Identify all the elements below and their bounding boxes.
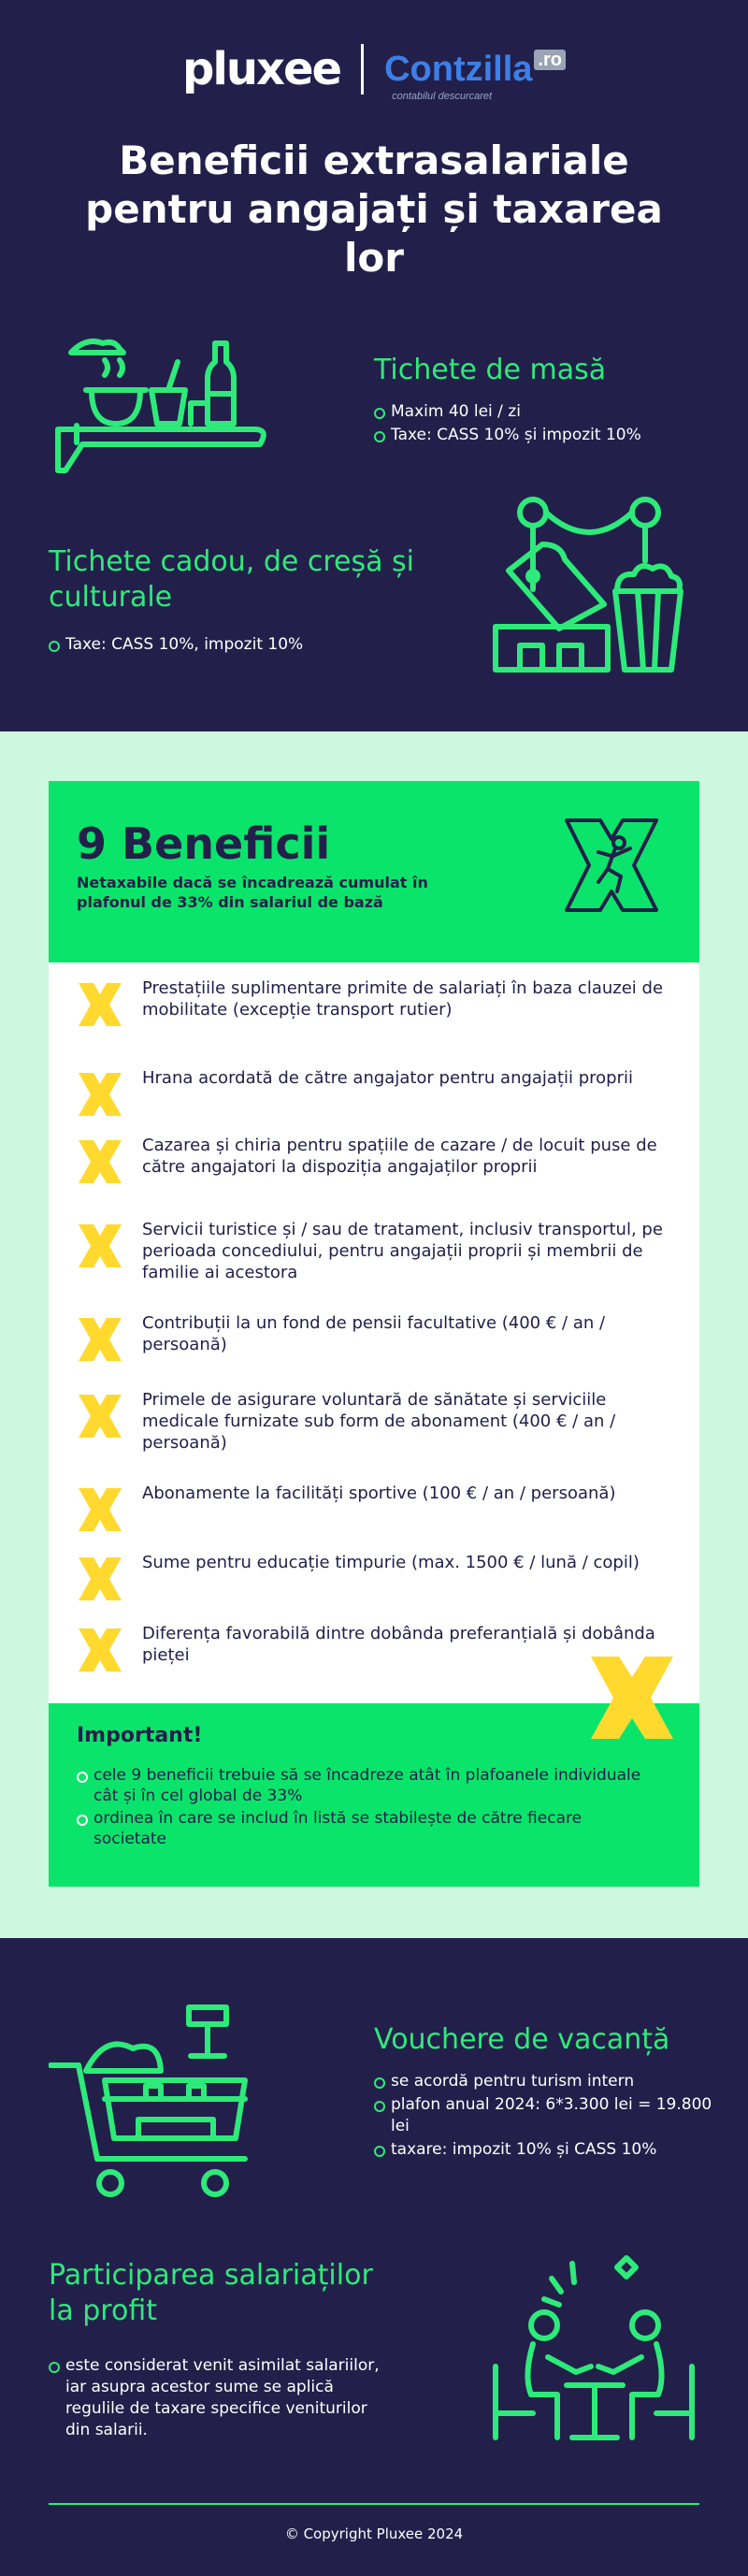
benefit-text: Diferența favorabilă dintre dobânda preferanțială și dobânda pieței (142, 1624, 655, 1665)
participare-block (49, 2258, 395, 2443)
profit-sharing-icon (486, 2254, 701, 2441)
tichete-cadou-list (49, 634, 423, 656)
benefit-text: Contribuții la un fond de pensii facultative (400 € / an / persoană) (142, 1313, 606, 1354)
participare-list (49, 2355, 395, 2441)
meal-tray-icon (49, 332, 282, 482)
yellow-x-icon (79, 1395, 122, 1438)
tichete-masa-block (374, 353, 711, 448)
vouchere-title: Vouchere de vacanță (374, 2023, 670, 2056)
list-item: taxare: impozit 10% și CASS 10% (374, 2139, 720, 2161)
tichete-cadou-title: Tichete cadou, de creșă și culturale (49, 545, 414, 614)
yellow-x-icon (591, 1657, 673, 1739)
benefits-header (49, 781, 699, 962)
yellow-x-icon (79, 1224, 122, 1267)
benefit-text: Prestațiile suplimentare primite de salariați în baza clauzei de mobilitate (excepție transport rutier) (142, 978, 664, 1020)
copyright-text: © Copyright Pluxee 2024 (284, 2525, 464, 2542)
list-item: cele 9 beneficii trebuie să se încadreze atât în plafoanele individuale cât și în cel global de 33% (77, 1765, 647, 1806)
list-item: este considerat venit asimilat salariilor, iar asupra acestor sume se aplică regulile de taxare specifice veniturilor din salarii. (49, 2355, 395, 2441)
contzilla-tagline: contabilul descurcaret (392, 90, 493, 102)
list-item: Maxim 40 lei / zi (374, 401, 711, 423)
list-item: se acordă pentru turism intern (374, 2071, 720, 2092)
yellow-x-icon (79, 1140, 122, 1183)
logo-bar (0, 41, 748, 102)
list-item: Taxe: CASS 10% și impozit 10% (374, 425, 711, 446)
list-item: ordinea în care se includ în listă se stabilește de către fiecare societate (77, 1808, 647, 1849)
vacation-cart-icon (49, 1992, 273, 2207)
benefit-text: Cazarea și chiria pentru spațiile de cazare / de locuit puse de către angajatori la dispoziția angajaților proprii (142, 1136, 657, 1177)
tichete-cadou-block (49, 544, 423, 658)
participare-title: Participarea salariaților la profit (49, 2259, 373, 2327)
contzilla-name: Contzilla (384, 49, 533, 89)
yellow-x-icon (79, 1318, 122, 1361)
important-title: Important! (77, 1724, 203, 1747)
benefit-text: Servicii turistice și / sau de tratament, inclusiv transportul, pe perioada concediului, pentru angajații proprii și membrii de familie ai acestora (142, 1220, 663, 1282)
benefit-text: Abonamente la facilități sportive (100 € / an / persoană) (142, 1483, 616, 1503)
yellow-x-icon (79, 1628, 122, 1672)
contzilla-tld: .ro (534, 50, 566, 70)
footer-divider (49, 2503, 699, 2505)
benefits-title: 9 Beneficii (77, 818, 331, 869)
logo-divider (361, 44, 364, 94)
contzilla-logo (384, 49, 566, 102)
tichete-masa-title: Tichete de masă (374, 354, 607, 386)
tichete-masa-list (374, 401, 711, 446)
benefits-subtitle: Netaxabile dacă se încadrează cumulat în plafonul de 33% din salariul de bază (77, 874, 428, 911)
yellow-x-icon (79, 1488, 122, 1531)
yellow-x-icon (79, 983, 122, 1026)
benefits-card (49, 781, 699, 1887)
pluxee-logo: pluxee (182, 43, 341, 95)
list-item: plafon anual 2024: 6*3.300 lei = 19.800 lei (374, 2094, 720, 2137)
vouchere-block (374, 2022, 720, 2163)
important-list (77, 1765, 647, 1851)
yellow-x-icon (79, 1557, 122, 1600)
important-box (49, 1703, 699, 1887)
jumping-person-icon (561, 815, 662, 916)
yellow-x-icon (79, 1073, 122, 1116)
vouchere-list (374, 2071, 720, 2161)
benefit-text: Sume pentru educație timpurie (max. 1500 € / lună / copil) (142, 1553, 640, 1572)
benefit-text: Primele de asigurare voluntară de sănătate și serviciile medicale furnizate sub form de abonament (400 € / an / persoană) (142, 1390, 616, 1453)
culture-gifts-icon (486, 486, 692, 678)
list-item: Taxe: CASS 10%, impozit 10% (49, 634, 423, 656)
page-title: Beneficii extrasalariale pentru angajați și taxarea lor (85, 137, 663, 281)
benefit-text: Hrana acordată de către angajator pentru angajații proprii (142, 1068, 634, 1088)
